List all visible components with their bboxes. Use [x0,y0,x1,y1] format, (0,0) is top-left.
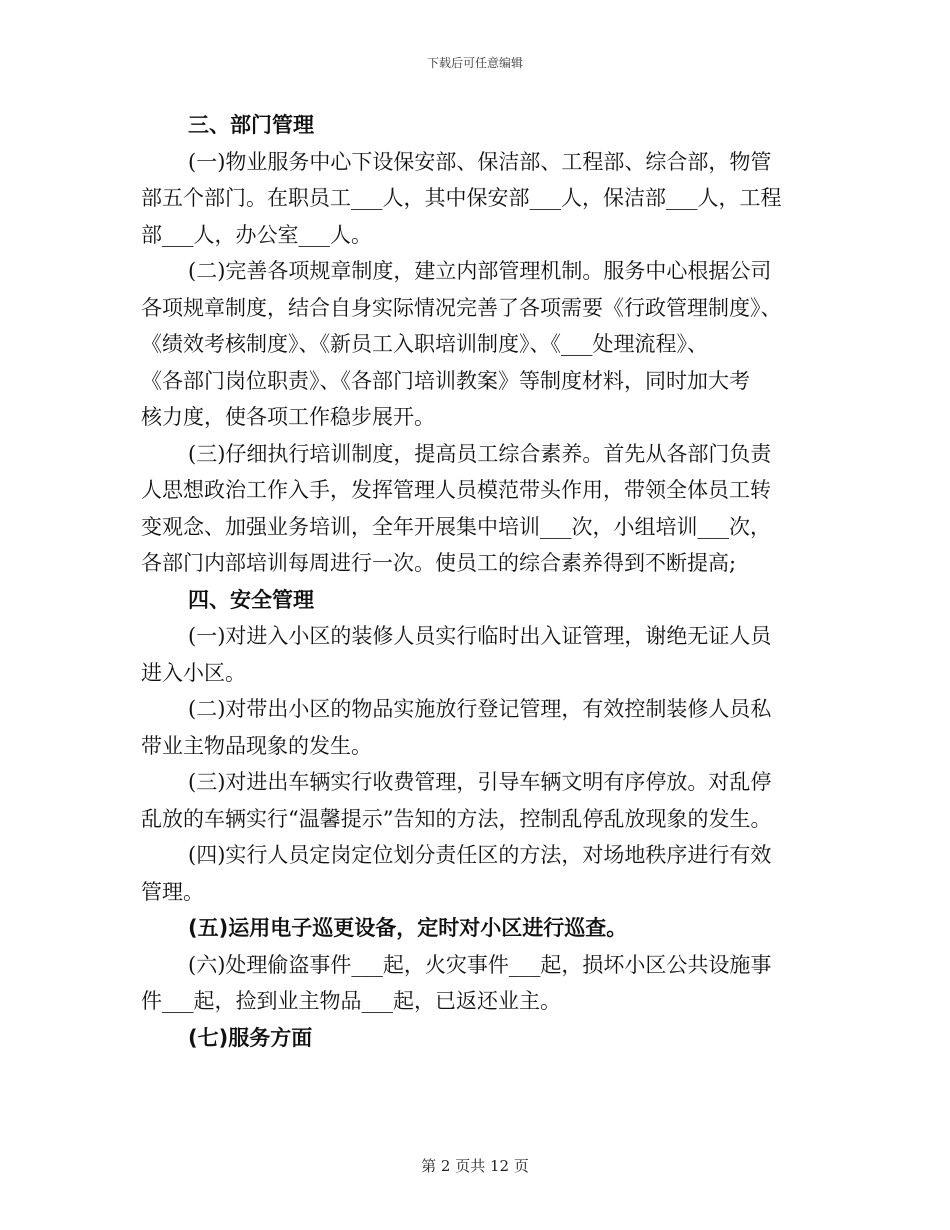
text-line: (二)对带出小区的物品实施放行登记管理，有效控制装修人员私 [188,697,772,721]
section-heading: 三、部门管理 [188,113,314,137]
text-line: (二)完善各项规章制度，建立内部管理机制。服务中心根据公司 [188,259,772,283]
text-line: (一)对进入小区的装修人员实行临时出入证管理，谢绝无证人员 [188,624,772,648]
section-heading: (五)运用电子巡更设备，定时对小区进行巡查。 [188,916,628,940]
text-line: 《各部门岗位职责》、《各部门培训教案》等制度材料，同时加大考 [141,368,750,393]
text-line: 各项规章制度，结合自身实际情况完善了各项需要《行政管理制度》、 [141,295,782,320]
page-header: 下载后可任意编辑 [426,56,523,70]
text-line: (三)仔细执行培训制度，提高员工综合素养。首先从各部门负责 [188,441,772,466]
section-heading: 四、安全管理 [188,587,314,612]
text-line: 乱放的车辆实行“温馨提示”告知的方法，控制乱停乱放现象的发生。 [141,806,772,831]
text-line: 人思想政治工作入手，发挥管理人员模范带头作用，带领全体员工转 [141,478,771,502]
text-line: (六)处理偷盗事件___起，火灾事件___起，损坏小区公共设施事 [188,952,772,977]
text-line: 件___起，捡到业主物品___起，已返还业主。 [141,989,561,1013]
document-body [141,107,806,1056]
page-footer: 第 2 页共 12 页 [421,1157,529,1175]
section-heading: (七)服务方面 [188,1025,313,1050]
text-line: 《绩效考核制度》、《新员工入职培训制度》、《___处理流程》、 [141,332,708,356]
text-line: 核力度，使各项工作稳步展开。 [141,405,435,429]
text-line: (四)实行人员定岗定位划分责任区的方法，对场地秩序进行有效 [188,843,772,867]
text-line: (一)物业服务中心下设保安部、保洁部、工程部、综合部，物管 [188,149,772,174]
text-line: 各部门内部培训每周进行一次。使员工的综合素养得到不断提高; [141,551,737,575]
text-line: 进入小区。 [141,660,246,685]
text-line: (三)对进出车辆实行收费管理，引导车辆文明有序停放。对乱停 [188,770,772,794]
text-line: 带业主物品现象的发生。 [141,733,372,758]
text-line: 管理。 [141,879,204,904]
text-line: 部五个部门。在职员工___人，其中保安部___人，保洁部___人，工程 [141,186,782,210]
text-line: 部___人，办公室___人。 [141,222,372,247]
text-line: 变观念、加强业务培训，全年开展集中培训___次，小组培训___次， [141,514,771,539]
